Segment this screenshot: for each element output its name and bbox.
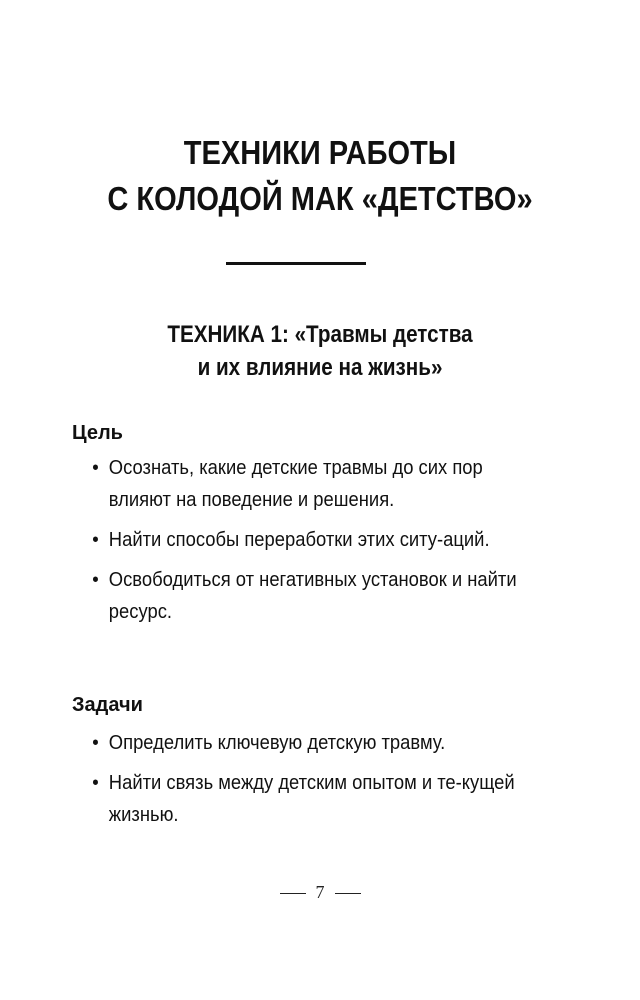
page-number: 7: [315, 882, 325, 902]
list-item: [72, 767, 540, 831]
goal-heading: Цель: [72, 422, 123, 444]
technique-title-line-2: и их влияние на жизнь»: [197, 354, 443, 381]
list-item: [72, 564, 540, 628]
list-item-text: Осознать, какие детские травмы до сих пор влияют на поведение и решения.: [108, 457, 483, 511]
technique-title-line-1: ТЕХНИКА 1: «Травмы детства: [167, 321, 473, 348]
chapter-title: [38, 130, 601, 222]
list-item-text: Определить ключевую детскую травму.: [108, 732, 446, 754]
title-divider: [226, 262, 366, 265]
footer-dash-left: [280, 893, 306, 894]
bullet-icon: •: [92, 569, 99, 591]
list-item: [72, 727, 540, 759]
goal-list: [72, 452, 520, 636]
list-item-text: Найти способы переработки этих ситу-аций.: [108, 529, 490, 551]
list-item-text: Освободиться от негативных установок и найти ресурс.: [108, 569, 517, 623]
list-item-text: Найти связь между детским опытом и те-кущей жизнью.: [108, 772, 515, 826]
list-item: [72, 524, 540, 556]
page-footer: [0, 880, 640, 904]
list-item: [72, 452, 540, 516]
footer-dash-right: [335, 893, 361, 894]
bullet-icon: •: [92, 529, 99, 551]
chapter-title-line-2: С КОЛОДОЙ МАК «ДЕТСТВО»: [107, 180, 533, 217]
tasks-list: [72, 727, 520, 839]
technique-title: [45, 318, 595, 384]
chapter-title-line-1: ТЕХНИКИ РАБОТЫ: [183, 134, 457, 171]
bullet-icon: •: [92, 732, 99, 754]
bullet-icon: •: [92, 772, 99, 794]
tasks-heading: Задачи: [72, 694, 143, 716]
bullet-icon: •: [92, 457, 99, 479]
